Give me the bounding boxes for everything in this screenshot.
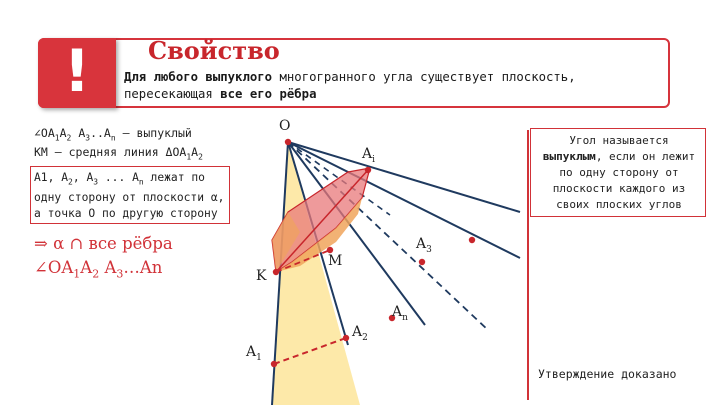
angle-convex-line: $\angle OA_1A_2$ $A_3..A_n$ — выпуклый <box>34 126 192 143</box>
label-o: O <box>279 118 291 134</box>
label-ai: $A_i$ <box>362 146 376 165</box>
angle-text: A <box>78 126 86 140</box>
definition-part: Угол называется <box>569 134 669 147</box>
conclusion-text: A <box>99 258 117 277</box>
conclusion-text: …An <box>123 258 163 277</box>
proof-done-text: Утверждение доказано <box>538 367 677 381</box>
polyhedral-angle-diagram <box>230 110 530 405</box>
midline-text: KM — средняя линия ΔOA <box>34 145 187 159</box>
angle-text: — выпуклый <box>115 126 192 140</box>
point-a2 <box>343 335 349 341</box>
label-m: M <box>328 253 343 269</box>
definition-part: , если он лежит по одну сторону от плоскости каждого из своих плоских углов <box>552 150 696 211</box>
statement-bold-end: все его рёбра <box>220 87 317 101</box>
conditions-part: ... A <box>98 171 139 184</box>
conclusion-text: ∠OA <box>34 258 74 277</box>
point-ai <box>365 167 371 173</box>
label-a3: $A_3$ <box>416 236 432 255</box>
exclamation-icon: ! <box>63 37 91 105</box>
angle-text: ..A <box>90 126 111 140</box>
conclusion-line-2: $\angle OA_1A_2$ $A_3\dots An$ <box>34 258 163 281</box>
conditions-part: лежат по одну сторону от плоскости α, <box>34 171 225 205</box>
midline-text: A <box>191 145 199 159</box>
point-a3 <box>469 237 475 243</box>
property-title: Свойство <box>148 36 280 65</box>
point-k <box>273 269 279 275</box>
conditions-part: A1, A <box>34 171 69 184</box>
statement-text: многогранного угла существует плоскость, пересекающая <box>124 70 576 101</box>
definition-bold: выпуклым <box>542 150 596 163</box>
midline-line: KM — средняя линия $\Delta OA_1A_2$ <box>34 145 203 162</box>
statement-bold-start: Для любого выпуклого <box>124 70 273 84</box>
label-an: $A_n$ <box>392 304 408 323</box>
point-a1 <box>271 361 277 367</box>
definition-text <box>534 133 704 213</box>
conditions-text: A1, $A_2$, $A_3$ ... $A_n$ лежат по одну сторону от плоскости α, а точка O по другую сторону <box>34 171 225 221</box>
conditions-part: а точка O по другую сторону <box>34 207 218 221</box>
conclusion-line-1: ⇒ α ∩ все рёбра <box>34 234 173 253</box>
conclusion-text: A <box>80 258 93 277</box>
angle-text: ∠OA <box>34 126 55 140</box>
label-a2: $A_2$ <box>352 324 368 343</box>
label-k: K <box>256 268 267 284</box>
angle-text: A <box>59 126 67 140</box>
conditions-part: , A <box>72 171 94 184</box>
point-o <box>285 139 291 145</box>
label-a1: $A_1$ <box>246 344 262 363</box>
point-a3-inner <box>419 259 425 265</box>
property-statement <box>124 69 664 103</box>
